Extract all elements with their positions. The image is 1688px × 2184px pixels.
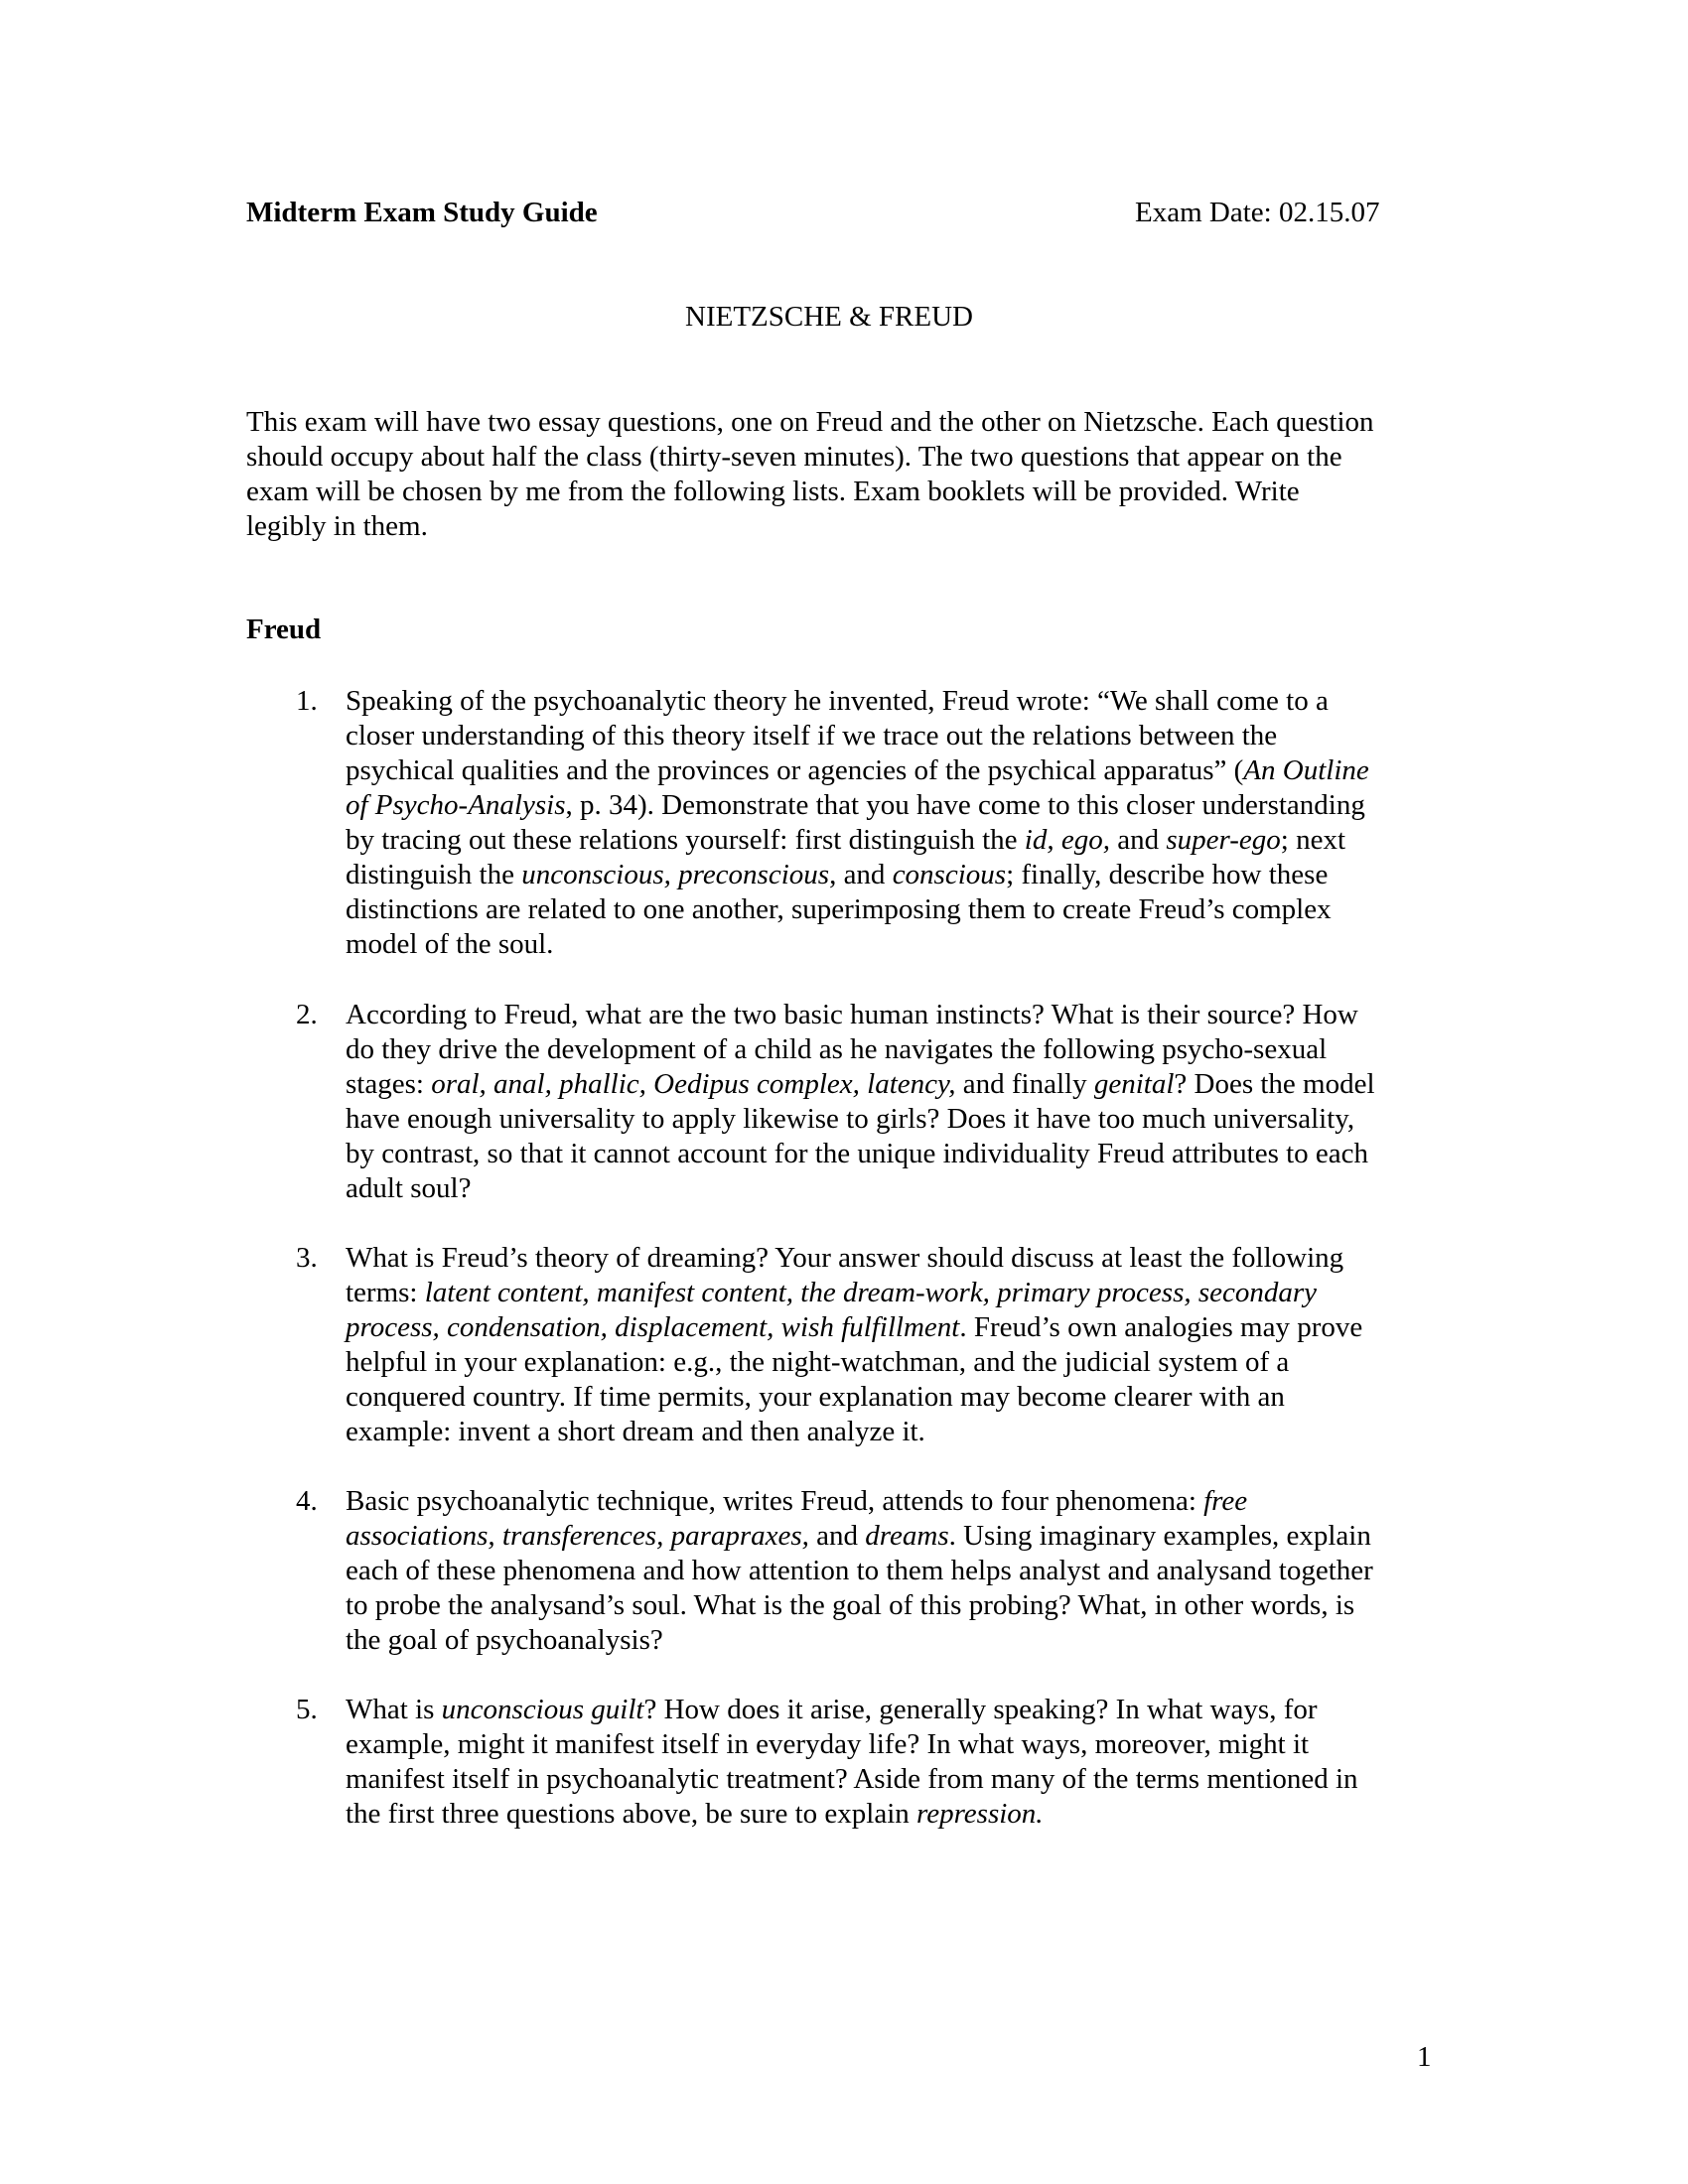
question-line [346,1276,1438,1310]
question-text [346,1241,1438,1449]
intro-line: exam will be chosen by me from the following lists. Exam booklets will be provided. Write [246,476,1300,507]
text-run: stages: [346,1068,432,1100]
italic-term: genital [1093,1068,1175,1100]
italic-term: id, ego, [1024,824,1110,856]
question-number: 4. [296,1485,318,1517]
question-line: What is Freud’s theory of dreaming? Your answer should discuss at least the following [346,1242,1344,1274]
question-line: do they drive the development of a child as he navigates the following psycho-sexual [346,1033,1328,1065]
question-line [346,1797,1438,1832]
question-line: example, might it manifest itself in everyday life? In what ways, moreover, might it [346,1728,1310,1760]
text-run: by tracing out these relations yourself: first distinguish the [346,824,1025,856]
page-number: 1 [1417,2041,1432,2073]
text-run: ? How does it arise, generally speaking? In what ways, for [643,1694,1318,1725]
question-line [346,1484,1438,1519]
question-line [346,1693,1438,1727]
text-run: What is [346,1694,442,1725]
intro-line: legibly in them. [246,510,428,542]
question-line: example: invent a short dream and then analyze it. [346,1416,925,1447]
question-line: each of these phenomena and how attention to them helps analyst and analysand together [346,1555,1373,1586]
intro-line: should occupy about half the class (thirty-seven minutes). The two questions that appear on the [246,441,1342,473]
text-run: ; next [1280,824,1346,856]
question-text [346,684,1438,962]
question-line: have enough universality to apply likewise to girls? Does it have too much universality, [346,1103,1355,1135]
question-number: 2. [296,999,318,1030]
text-run: and [808,1520,866,1552]
question-line: manifest itself in psychoanalytic treatment? Aside from many of the terms mentioned in [346,1763,1358,1795]
text-run: and finally [955,1068,1094,1100]
question-text [346,998,1438,1206]
text-run: distinguish the [346,859,522,890]
page-header [246,197,1398,236]
italic-term: unconscious, preconscious [521,859,830,890]
italic-term: free [1203,1485,1248,1517]
question-line [346,1519,1438,1554]
text-run: ; finally, describe how these [1006,859,1329,890]
italic-term: unconscious guilt [441,1694,644,1725]
question-line: closer understanding of this theory itself if we trace out the relations between the [346,720,1278,751]
italic-term: oral, anal, phallic, Oedipus complex, latency, [431,1068,956,1100]
question-text [346,1484,1438,1658]
section-heading-freud: Freud [246,614,322,645]
text-run: and [1109,824,1167,856]
italic-term: An Outline [1243,754,1369,786]
italic-term: dreams [865,1520,949,1552]
text-run: psychical qualities and the provinces or agencies of the psychical apparatus” ( [346,754,1244,786]
question-line: conquered country. If time permits, your explanation may become clearer with an [346,1381,1285,1413]
italic-term: process, condensation, displacement, wish fulfillment [346,1311,960,1343]
question-line [346,788,1438,823]
italic-term: repression. [916,1798,1044,1830]
question-line: the goal of psychoanalysis? [346,1624,663,1656]
question-line: According to Freud, what are the two basic human instincts? What is their source? How [346,999,1358,1030]
guide-title: Midterm Exam Study Guide [246,197,598,228]
text-run: Basic psychoanalytic technique, writes Freud, attends to four phenomena: [346,1485,1204,1517]
text-run: ? Does the model [1174,1068,1375,1100]
question-text [346,1693,1438,1832]
question-line [346,823,1438,858]
italic-term: super-ego [1166,824,1281,856]
italic-term: of Psycho-Analysis [346,789,566,821]
question-line: model of the soul. [346,928,554,960]
text-run: the first three questions above, be sure to explain [346,1798,917,1830]
document-title: NIETZSCHE & FREUD [685,301,973,333]
question-line: distinctions are related to one another, superimposing them to create Freud’s complex [346,893,1332,925]
text-run: , and [829,859,893,890]
question-line: by contrast, so that it cannot account for the unique individuality Freud attributes to each [346,1138,1369,1169]
question-line: adult soul? [346,1172,472,1204]
text-run: . Freud’s own analogies may prove [959,1311,1363,1343]
italic-term: conscious [892,859,1007,890]
question-line [346,753,1438,788]
question-number: 1. [296,685,318,717]
italic-term: latent content, manifest content, the dream-work, primary process, secondary [424,1277,1318,1308]
question-line: Speaking of the psychoanalytic theory he invented, Freud wrote: “We shall come to a [346,685,1329,717]
text-run: . Using imaginary examples, explain [948,1520,1371,1552]
question-line: to probe the analysand’s soul. What is the goal of this probing? What, in other words, is [346,1589,1355,1621]
question-line: helpful in your explanation: e.g., the night-watchman, and the judicial system of a [346,1346,1290,1378]
exam-date: Exam Date: 02.15.07 [1135,197,1380,228]
question-line [346,1310,1438,1345]
intro-paragraph [246,405,1438,544]
text-run: terms: [346,1277,425,1308]
italic-term: associations, transferences, parapraxes, [346,1520,809,1552]
question-number: 3. [296,1242,318,1274]
intro-line: This exam will have two essay questions, one on Freud and the other on Nietzsche. Each question [246,406,1374,438]
text-run: , p. 34). Demonstrate that you have come to this closer understanding [565,789,1365,821]
question-number: 5. [296,1694,318,1725]
question-line [346,858,1438,892]
question-line [346,1067,1438,1102]
